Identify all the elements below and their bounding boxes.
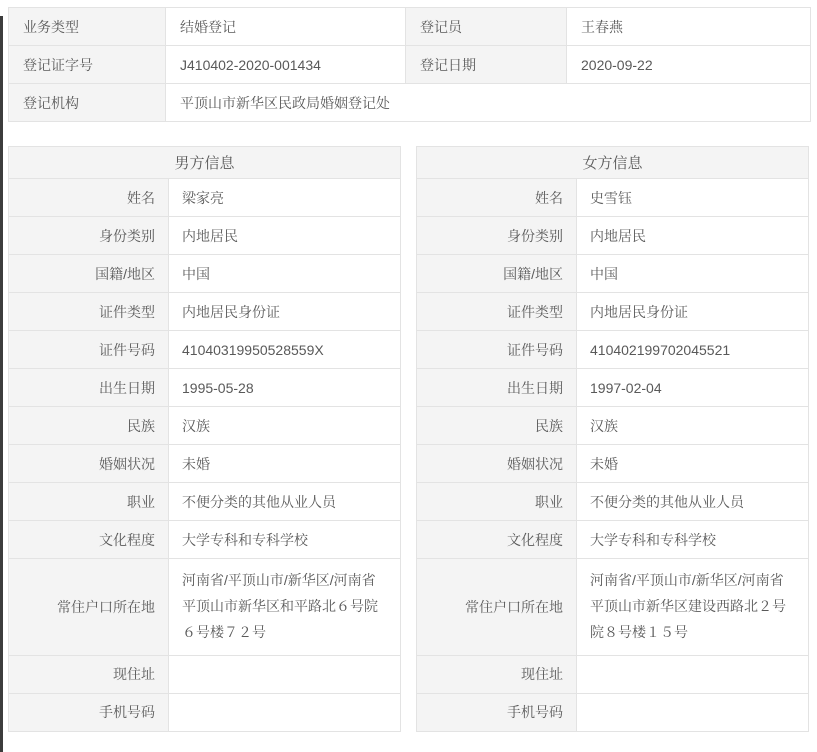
field-label: 出生日期 <box>9 369 169 407</box>
field-value: 不便分类的其他从业人员 <box>169 483 401 521</box>
field-label: 职业 <box>9 483 169 521</box>
field-label: 证件号码 <box>9 331 169 369</box>
field-label: 婚姻状况 <box>417 445 577 483</box>
field-value: 内地居民身份证 <box>577 293 809 331</box>
table-row <box>417 521 809 559</box>
table-row <box>9 693 401 731</box>
table-row <box>9 8 811 46</box>
table-row <box>417 559 809 656</box>
field-value: 汉族 <box>577 407 809 445</box>
field-value: 不便分类的其他从业人员 <box>577 483 809 521</box>
table-row <box>417 255 809 293</box>
field-value <box>577 655 809 693</box>
field-value: 未婚 <box>577 445 809 483</box>
table-row <box>417 331 809 369</box>
person-info-section <box>8 146 809 732</box>
table-row <box>9 84 811 122</box>
table-row <box>417 655 809 693</box>
table-header-row <box>9 147 401 179</box>
table-row <box>9 369 401 407</box>
male-info-table <box>8 146 401 732</box>
cert-no-label: 登记证字号 <box>9 46 166 84</box>
registrar-label: 登记员 <box>406 8 567 46</box>
field-label: 证件号码 <box>417 331 577 369</box>
field-value: 大学专科和专科学校 <box>577 521 809 559</box>
field-value: 中国 <box>169 255 401 293</box>
field-value: 1995-05-28 <box>169 369 401 407</box>
field-label: 文化程度 <box>9 521 169 559</box>
table-row <box>417 407 809 445</box>
table-row <box>9 217 401 255</box>
field-label: 手机号码 <box>9 693 169 731</box>
field-value: 河南省/平顶山市/新华区/河南省平顶山市新华区和平路北６号院６号楼７２号 <box>169 559 401 656</box>
table-header-row <box>417 147 809 179</box>
field-value: 大学专科和专科学校 <box>169 521 401 559</box>
business-type-label: 业务类型 <box>9 8 166 46</box>
table-row <box>9 445 401 483</box>
table-row <box>9 521 401 559</box>
female-info-header: 女方信息 <box>417 147 809 179</box>
field-value <box>169 693 401 731</box>
field-value: 中国 <box>577 255 809 293</box>
table-row <box>417 369 809 407</box>
table-row <box>9 559 401 656</box>
agency-label: 登记机构 <box>9 84 166 122</box>
table-row <box>9 46 811 84</box>
field-label: 常住户口所在地 <box>417 559 577 656</box>
field-label: 身份类别 <box>417 217 577 255</box>
field-label: 证件类型 <box>417 293 577 331</box>
field-label: 姓名 <box>9 179 169 217</box>
male-info-header: 男方信息 <box>9 147 401 179</box>
field-label: 证件类型 <box>9 293 169 331</box>
table-row <box>417 483 809 521</box>
field-label: 国籍/地区 <box>417 255 577 293</box>
field-label: 民族 <box>9 407 169 445</box>
field-value: 梁家亮 <box>169 179 401 217</box>
table-row <box>417 217 809 255</box>
field-value: 41040319950528559X <box>169 331 401 369</box>
field-label: 常住户口所在地 <box>9 559 169 656</box>
field-label: 现住址 <box>417 655 577 693</box>
table-row <box>417 179 809 217</box>
field-label: 国籍/地区 <box>9 255 169 293</box>
field-value: 史雪钰 <box>577 179 809 217</box>
field-value: 1997-02-04 <box>577 369 809 407</box>
cert-no-value: J410402-2020-001434 <box>166 46 406 84</box>
reg-date-label: 登记日期 <box>406 46 567 84</box>
female-info-table <box>416 146 809 732</box>
table-row <box>9 179 401 217</box>
reg-date-value: 2020-09-22 <box>567 46 811 84</box>
field-label: 民族 <box>417 407 577 445</box>
table-row <box>9 255 401 293</box>
field-value: 内地居民 <box>577 217 809 255</box>
field-value: 未婚 <box>169 445 401 483</box>
field-value: 汉族 <box>169 407 401 445</box>
field-label: 姓名 <box>417 179 577 217</box>
table-row <box>9 331 401 369</box>
field-label: 现住址 <box>9 655 169 693</box>
table-row <box>9 293 401 331</box>
table-row <box>417 293 809 331</box>
table-row <box>9 655 401 693</box>
field-value: 河南省/平顶山市/新华区/河南省平顶山市新华区建设西路北２号院８号楼１５号 <box>577 559 809 656</box>
business-type-value: 结婚登记 <box>166 8 406 46</box>
field-value: 内地居民 <box>169 217 401 255</box>
field-value <box>577 693 809 731</box>
table-row <box>9 483 401 521</box>
field-value: 内地居民身份证 <box>169 293 401 331</box>
table-row <box>9 407 401 445</box>
screenshot-edge-artifact <box>0 16 3 752</box>
field-label: 婚姻状况 <box>9 445 169 483</box>
field-label: 出生日期 <box>417 369 577 407</box>
field-label: 职业 <box>417 483 577 521</box>
field-label: 身份类别 <box>9 217 169 255</box>
field-value <box>169 655 401 693</box>
field-label: 手机号码 <box>417 693 577 731</box>
table-row <box>417 445 809 483</box>
field-label: 文化程度 <box>417 521 577 559</box>
registrar-value: 王春燕 <box>567 8 811 46</box>
registration-summary-table <box>8 7 811 122</box>
table-row <box>417 693 809 731</box>
agency-value: 平顶山市新华区民政局婚姻登记处 <box>166 84 811 122</box>
field-value: 410402199702045521 <box>577 331 809 369</box>
